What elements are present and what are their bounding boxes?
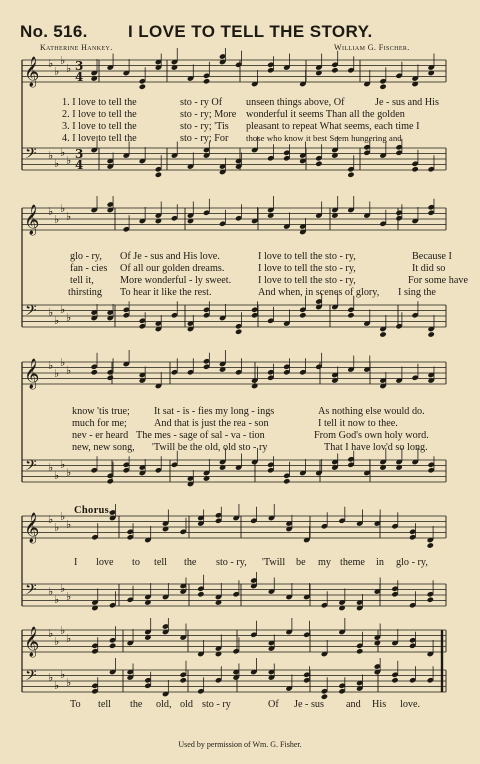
bass-notehead [235, 329, 242, 335]
treble-notehead [379, 84, 386, 90]
lyric-segment: sto - ry; More [180, 109, 237, 120]
bass-notehead [107, 478, 114, 484]
lyric-segment: For some have [408, 275, 468, 286]
verse-line [0, 406, 480, 418]
flat-icon: ♭ [54, 314, 60, 327]
lyric-segment: fan - cies [70, 263, 108, 274]
treble-notehead [203, 78, 210, 84]
time-signature: 3 [75, 147, 84, 161]
lyric-segment: thirsting [68, 287, 102, 298]
lyric-segment: Je - sus and His [375, 97, 439, 108]
lyric-segment: 4. I love to tell the [62, 133, 137, 144]
lyric-segment: 2. I love to tell the [62, 109, 137, 120]
bass-notehead [179, 677, 186, 683]
lyric-word: sto - ry, [216, 557, 247, 568]
bass-notehead [283, 478, 290, 484]
flat-icon: ♭ [60, 458, 66, 471]
lyric-segment: sto - ry Of [180, 97, 223, 108]
bass-clef-icon: 𝄢 [25, 302, 37, 323]
lyric-word: tell [154, 557, 168, 568]
lyric-word: Je - sus [294, 699, 324, 710]
verse-line [0, 109, 480, 121]
lyric-segment: those who know it best Seem hungering and [246, 133, 402, 143]
flat-icon: ♭ [48, 149, 54, 162]
lyric-segment: The mes - sage of sal - va - tion [136, 430, 265, 441]
lyric-segment: glo - ry, [70, 251, 102, 262]
verse-line [0, 418, 480, 430]
bass-clef-icon: 𝄢 [25, 145, 37, 166]
lyric-segment: It sat - is - fies my long - ings [154, 406, 275, 417]
bass-notehead [379, 331, 386, 337]
hymn-number: No. 516. [20, 22, 88, 41]
flat-icon: ♭ [48, 205, 54, 218]
bass-notehead [315, 161, 322, 167]
lyric-word: be [296, 557, 306, 568]
lyric-word: tell [98, 699, 112, 710]
flat-icon: ♭ [66, 590, 72, 603]
bass-clef-icon: 𝄢 [25, 667, 37, 688]
chorus-line [0, 557, 480, 569]
lyric-segment: unseen things above, Of [246, 97, 345, 108]
lyric-word: the [184, 557, 197, 568]
bass-clef-icon: 𝄢 [25, 457, 37, 478]
lyric-word: His [372, 699, 387, 710]
treble-notehead [91, 369, 98, 375]
lyric-word: my [318, 557, 332, 568]
bass-notehead [299, 312, 306, 318]
treble-clef-icon: 𝄞 [24, 205, 40, 235]
treble-notehead [139, 84, 146, 90]
flat-icon: ♭ [66, 364, 72, 377]
lyric-segment: I tell it now to thee. [318, 418, 398, 429]
lyric-word: I [74, 557, 78, 568]
lyric-segment: 'Twill be the old, old sto - ry [152, 442, 268, 453]
lyric-segment: Because I [412, 251, 452, 262]
hymn-title: I LOVE TO TELL THE STORY. [128, 22, 373, 41]
bass-notehead [197, 591, 204, 597]
flat-icon: ♭ [54, 213, 60, 226]
treble-notehead [107, 375, 114, 381]
lyric-word: glo - ry, [396, 557, 428, 568]
flat-icon: ♭ [60, 582, 66, 595]
lyric-word: love. [400, 699, 421, 710]
lyric-segment: I love to tell the sto - ry, [258, 275, 356, 286]
verse-line [0, 121, 480, 133]
flat-icon: ♭ [48, 57, 54, 70]
lyric-segment: As nothing else would do. [318, 406, 425, 417]
flat-icon: ♭ [60, 510, 66, 523]
lyric-word: old [180, 699, 194, 710]
lyric-word: Of [268, 699, 279, 710]
bass-notehead [155, 172, 162, 178]
lyric-segment: sto - ry; 'Tis [180, 121, 229, 132]
treble-clef-icon: 𝄞 [24, 359, 40, 389]
bass-notehead [347, 172, 354, 178]
treble-notehead [331, 67, 338, 73]
lyric-segment: To hear it like the rest. [120, 287, 212, 298]
lyric-segment: I love to tell the sto - ry, [258, 263, 356, 274]
lyric-segment: I sing the [398, 287, 436, 298]
lyric-word: the [130, 699, 143, 710]
treble-notehead [109, 643, 116, 649]
flat-icon: ♭ [66, 632, 72, 645]
flat-icon: ♭ [48, 513, 54, 526]
flat-icon: ♭ [60, 624, 66, 637]
flat-icon: ♭ [66, 518, 72, 531]
lyricist-credit: Katherine Hankey. [40, 43, 113, 52]
time-signature: 3 [75, 59, 84, 73]
flat-icon: ♭ [54, 593, 60, 606]
treble-notehead [427, 542, 434, 548]
lyric-word: theme [340, 557, 365, 568]
flat-icon: ♭ [48, 306, 54, 319]
flat-icon: ♭ [60, 668, 66, 681]
bass-notehead [427, 331, 434, 337]
flat-icon: ♭ [54, 521, 60, 534]
lyric-segment: And that is just the rea - son [154, 418, 269, 429]
lyric-segment: I love to tell the sto - ry, [258, 251, 356, 262]
lyric-segment: nev - er heard [72, 430, 129, 441]
bass-notehead [427, 597, 434, 603]
lyric-segment: And when, in scenes of glory, [258, 287, 380, 298]
flat-icon: ♭ [54, 679, 60, 692]
verse-line [0, 430, 480, 442]
flat-icon: ♭ [48, 627, 54, 640]
flat-icon: ♭ [48, 671, 54, 684]
flat-icon: ♭ [48, 585, 54, 598]
flat-icon: ♭ [60, 356, 66, 369]
lyric-segment: Of all our golden dreams. [120, 263, 225, 274]
lyric-word: To [70, 699, 81, 710]
flat-icon: ♭ [54, 65, 60, 78]
lyric-word: to [132, 557, 140, 568]
lyric-segment: pleasant to repeat What seems, each time I [246, 121, 420, 132]
flat-icon: ♭ [66, 210, 72, 223]
lyric-segment: wonderful it seems Than all the golden [246, 109, 405, 120]
composer-credit: William G. Fischer. [334, 43, 410, 52]
treble-clef-icon: 𝄞 [24, 57, 40, 87]
lyric-segment: know 'tis true; [72, 406, 130, 417]
treble-clef-icon: 𝄞 [24, 627, 40, 657]
chorus-label: Chorus. [74, 505, 112, 516]
lyric-segment: much for me; [72, 418, 127, 429]
flat-icon: ♭ [60, 202, 66, 215]
flat-icon: ♭ [66, 676, 72, 689]
bass-notehead [347, 312, 354, 318]
lyric-word: sto - ry [202, 699, 231, 710]
verse-line [0, 287, 480, 299]
lyric-word: and [346, 699, 361, 710]
lyric-segment: That I have lov'd so long. [324, 442, 428, 453]
lyric-segment: Of Je - sus and His love. [120, 251, 220, 262]
flat-icon: ♭ [60, 303, 66, 316]
lyric-word: love [96, 557, 114, 568]
flat-icon: ♭ [66, 154, 72, 167]
flat-icon: ♭ [66, 62, 72, 75]
verse-line [0, 442, 480, 454]
lyric-word: 'Twill [262, 557, 286, 568]
lyric-segment: More wonderful - ly sweet. [120, 275, 232, 286]
time-signature: 4 [75, 158, 84, 172]
bass-notehead [411, 166, 418, 172]
permission-credit: Used by permission of Wm. G. Fisher. [178, 740, 302, 749]
lyric-segment: 3. I love to tell the [62, 121, 137, 132]
flat-icon: ♭ [60, 146, 66, 159]
time-signature: 4 [75, 70, 84, 84]
lyric-word: old, [156, 699, 172, 710]
lyric-segment: new, new song, [72, 442, 135, 453]
flat-icon: ♭ [66, 311, 72, 324]
lyric-segment: It did so [412, 263, 446, 274]
treble-clef-icon: 𝄞 [24, 513, 40, 543]
bass-notehead [391, 677, 398, 683]
verse-line [0, 97, 480, 109]
bass-clef-icon: 𝄢 [25, 581, 37, 602]
flat-icon: ♭ [48, 359, 54, 372]
flat-icon: ♭ [66, 466, 72, 479]
lyric-segment: From God's own holy word. [314, 430, 429, 441]
treble-notehead [356, 648, 363, 654]
chorus-line [0, 699, 480, 711]
verse-line [0, 263, 480, 275]
flat-icon: ♭ [48, 461, 54, 474]
flat-icon: ♭ [60, 54, 66, 67]
lyric-segment: sto - ry; For [180, 133, 229, 144]
lyric-segment: tell it, [70, 275, 94, 286]
flat-icon: ♭ [54, 635, 60, 648]
lyric-segment: 1. I love to tell the [62, 97, 137, 108]
lyric-word: in [376, 557, 384, 568]
verse-line [0, 133, 480, 145]
flat-icon: ♭ [54, 469, 60, 482]
verse-line [0, 275, 480, 287]
verse-line [0, 251, 480, 263]
flat-icon: ♭ [54, 367, 60, 380]
flat-icon: ♭ [54, 157, 60, 170]
